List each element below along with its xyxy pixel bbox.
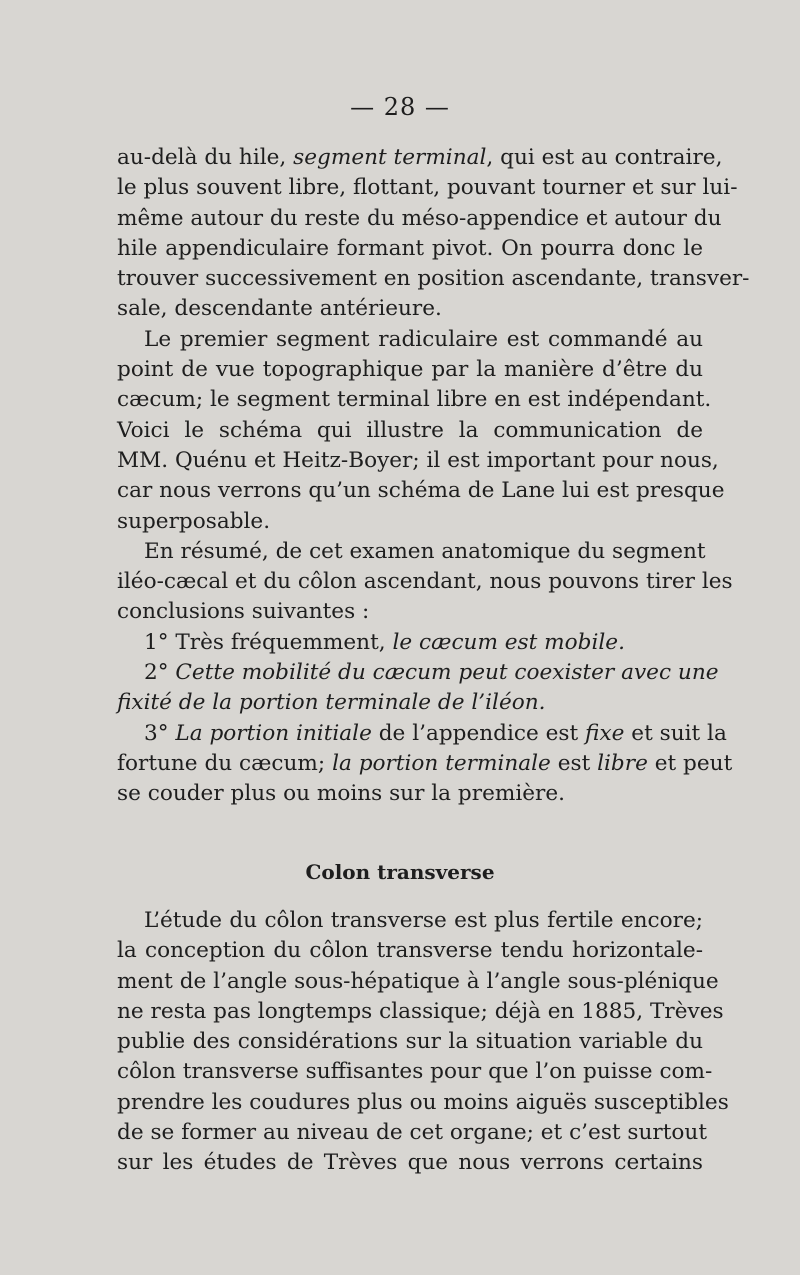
text-run: L’étude du côlon transverse est plus fertile encore;: [144, 908, 703, 933]
text-line: [117, 294, 703, 324]
text-line: [117, 507, 703, 537]
text-line: [117, 325, 703, 355]
text-line: [117, 1027, 703, 1057]
text-run: MM. Quénu et Heitz-Boyer; il est important pour nous,: [117, 447, 719, 473]
text-run: même autour du reste du méso-appendice et autour du: [117, 205, 722, 231]
text-line: [117, 143, 723, 173]
text-run: fortune du cæcum;: [117, 750, 333, 776]
text-line: [117, 567, 733, 597]
text-run: iléo-cæcal et du côlon ascendant, nous pouvons tirer les: [117, 569, 733, 595]
text-line: [117, 749, 733, 779]
text-line: [117, 967, 719, 997]
text-run: côlon transverse suffisantes pour que l’on puisse com-: [117, 1059, 713, 1085]
page-number: — 28 —: [350, 93, 450, 121]
text-run: se couder plus ou moins sur la première.: [117, 781, 565, 807]
text-run: trouver successivement en position ascendante, transver-: [117, 266, 750, 292]
text-line: [117, 234, 703, 264]
text-run: le plus souvent libre, flottant, pouvant tourner et sur lui-: [117, 175, 738, 201]
text-line: [117, 537, 706, 567]
text-line: [117, 658, 719, 688]
text-run: superposable.: [117, 508, 271, 534]
text-run: 1° Très fréquemment,: [144, 629, 393, 655]
text-run: car nous verrons qu’un schéma de Lane lui est presque: [117, 478, 725, 504]
text-run: ne resta pas longtemps classique; déjà en 1885, Trèves: [117, 998, 724, 1024]
text-line: [117, 264, 750, 294]
text-run: cæcum; le segment terminal libre en est indépendant.: [117, 387, 712, 413]
text-run: point de vue topographique par la manière d’être du: [117, 357, 703, 383]
text-run: de l’appendice est: [371, 720, 586, 746]
text-line: [117, 779, 703, 809]
italic-text: La portion initiale: [175, 720, 372, 746]
text-run: , qui est au contraire,: [486, 145, 723, 170]
text-line: [117, 446, 719, 476]
text-run: la conception du côlon transverse tendu horizontale-: [117, 938, 703, 964]
text-line: [117, 688, 703, 718]
text-run: Le premier segment radiculaire est commandé au: [144, 326, 703, 352]
text-line: [117, 1118, 708, 1148]
text-line: [117, 355, 703, 385]
text-run: conclusions suivantes :: [117, 599, 370, 625]
text-line: [117, 385, 712, 415]
text-run: prendre les coudures plus ou moins aiguës susceptibles: [117, 1089, 729, 1115]
text-line: [117, 1057, 713, 1087]
text-line: [117, 1088, 729, 1118]
text-line: [117, 906, 703, 936]
italic-text: segment terminal: [293, 145, 487, 170]
text-run: ment de l’angle sous-hépatique à l’angle sous-plénique: [117, 968, 719, 994]
text-run: 3°: [144, 720, 176, 746]
text-run: publie des considérations sur la situation variable du: [117, 1029, 703, 1055]
italic-text: libre: [597, 750, 648, 776]
text-run: et suit la: [624, 720, 727, 746]
text-line: [117, 997, 724, 1027]
text-line: [117, 416, 703, 446]
text-line: [117, 204, 722, 234]
text-run: de se former au niveau de cet organe; et c’est surtout: [117, 1120, 708, 1146]
text-line: [117, 597, 703, 627]
text-line: [117, 936, 703, 966]
text-run: 2°: [144, 660, 176, 686]
italic-text: fixité de la portion terminale de l’iléon.: [117, 690, 546, 716]
text-run: au-delà du hile,: [117, 145, 294, 170]
text-run: Voici le schéma qui illustre la communication de: [117, 417, 703, 443]
text-line: [117, 173, 738, 203]
italic-text: fixe: [585, 720, 625, 746]
text-line: [117, 476, 725, 506]
text-run: est: [550, 750, 598, 776]
text-run: et peut: [647, 750, 733, 776]
text-line: [117, 628, 703, 658]
body-text-block: [117, 143, 750, 810]
italic-text: Cette mobilité du cæcum peut coexister avec une: [175, 660, 719, 686]
text-run: hile appendiculaire formant pivot. On pourra donc le: [117, 235, 703, 261]
text-run: sale, descendante antérieure.: [117, 296, 442, 322]
text-line: [117, 719, 727, 749]
text-run: En résumé, de cet examen anatomique du segment: [144, 538, 706, 564]
italic-text: la portion terminale: [332, 750, 551, 776]
section-heading: Colon transverse: [305, 860, 495, 884]
text-line: [117, 1148, 703, 1178]
text-run: sur les études de Trèves que nous verrons certains: [117, 1150, 703, 1176]
body-text-block: [117, 906, 729, 1179]
italic-text: le cæcum est mobile.: [392, 629, 625, 655]
